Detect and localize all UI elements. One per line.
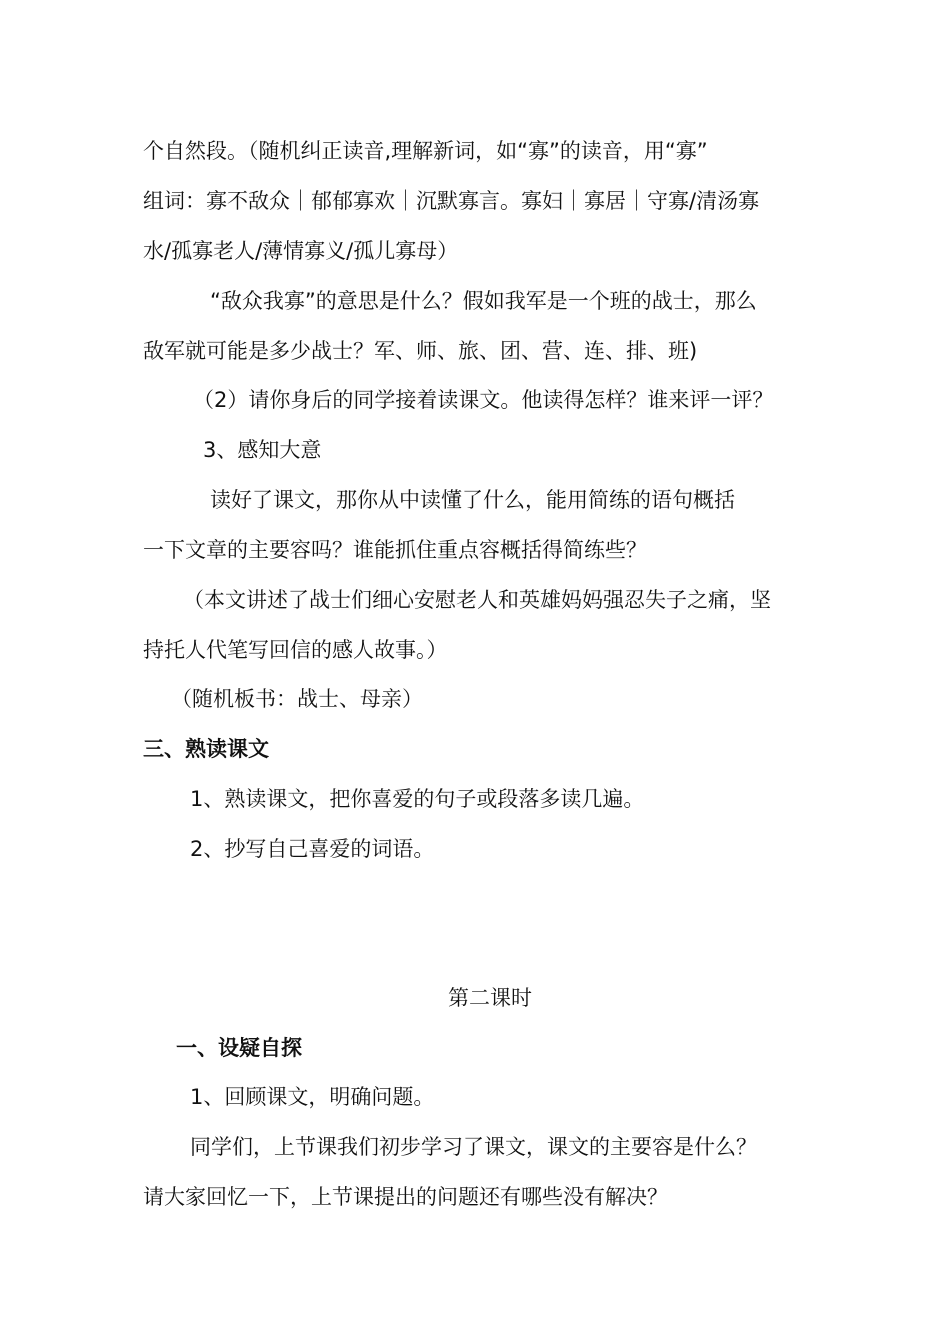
text-line: 读好了课文，那你从中读懂了什么，能用简练的语句概括 xyxy=(210,488,735,512)
text-line: 敌军就可能是多少战士？军、师、旅、团、营、连、排、班) xyxy=(143,339,698,363)
text-line: 请大家回忆一下，上节课提出的问题还有哪些没有解决？ xyxy=(143,1185,668,1209)
text-line: 同学们，上节课我们初步学习了课文，课文的主要容是什么？ xyxy=(190,1135,757,1159)
text-line: “敌众我寡”的意思是什么？假如我军是一个班的战士，那么 xyxy=(210,289,757,313)
text-line: 水/孤寡老人/薄情寡义/孤儿寡母） xyxy=(143,239,459,263)
section-heading: 三、熟读课文 xyxy=(143,737,269,761)
text-line: 2、抄写自己喜爱的词语。 xyxy=(190,837,435,861)
text-line: （随机板书：战士、母亲） xyxy=(171,687,423,711)
text-line: 3、感知大意 xyxy=(203,438,322,462)
text-line: 持托人代笔写回信的感人故事。） xyxy=(143,638,448,662)
text-line: 组词：寡不敌众｜郁郁寡欢｜沉默寡言。寡妇｜寡居｜守寡/清汤寡 xyxy=(143,189,760,213)
text-line: 个自然段。（随机纠正读音,理解新词，如“寡”的读音，用“寡” xyxy=(143,139,708,163)
text-line: 1、回顾课文，明确问题。 xyxy=(190,1085,435,1109)
text-line: （本文讲述了战士们细心安慰老人和英雄妈妈强忍失子之痛，坚 xyxy=(183,588,771,612)
text-line: 一下文章的主要容吗？谁能抓住重点容概括得简练些？ xyxy=(143,538,647,562)
lesson-title: 第二课时 xyxy=(448,986,532,1010)
text-line: 1、熟读课文，把你喜爱的句子或段落多读几遍。 xyxy=(190,787,645,811)
text-line: （2）请你身后的同学接着读课文。他读得怎样？谁来评一评？ xyxy=(193,388,774,412)
section-heading: 一、设疑自探 xyxy=(176,1036,302,1060)
